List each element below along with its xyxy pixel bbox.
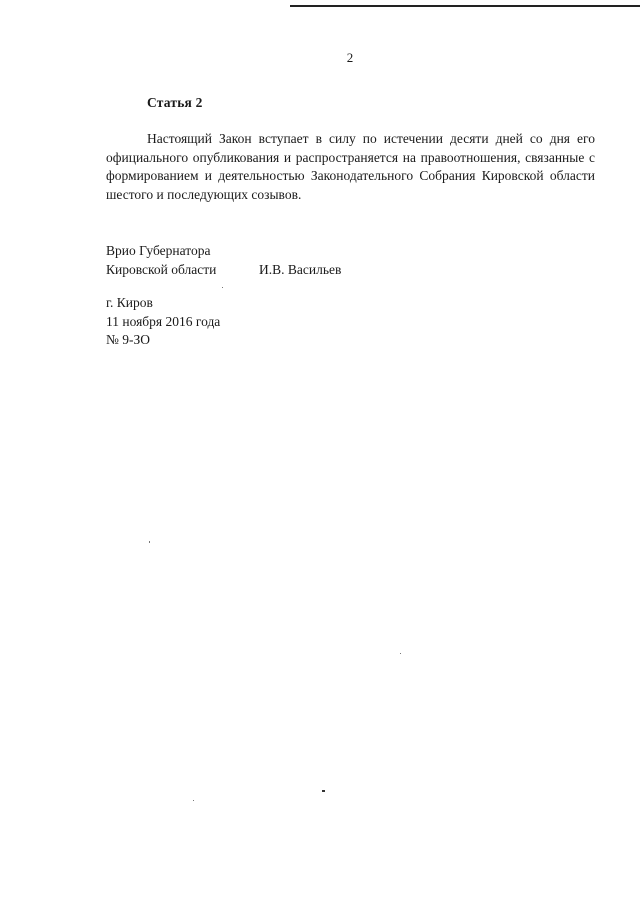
article-text: Настоящий Закон вступает в силу по истечении десяти дней со дня его официального опубликования и распространяется на правоотношения, связанные с формированием и деятельностью Законодательного Собрания Кировской области шестого и последующих созывов. — [106, 131, 595, 202]
issue-place: г. Киров — [106, 295, 153, 310]
signatory-name: И.В. Васильев — [259, 262, 342, 277]
signatory-position: Врио Губернатора — [106, 243, 211, 258]
signature-block — [106, 241, 342, 279]
scan-speck — [149, 541, 150, 543]
scan-edge-line — [290, 5, 640, 7]
issue-details — [106, 294, 220, 350]
law-number: № 9-ЗО — [106, 332, 151, 347]
signatory-region: Кировской области — [106, 262, 217, 277]
scan-speck — [193, 800, 194, 801]
scan-speck — [322, 790, 325, 792]
page-number: 2 — [346, 50, 354, 65]
scan-speck — [222, 287, 223, 288]
issue-date: 11 ноября 2016 года — [106, 313, 221, 329]
article-title: Статья 2 — [147, 95, 203, 110]
scan-speck — [400, 653, 401, 654]
